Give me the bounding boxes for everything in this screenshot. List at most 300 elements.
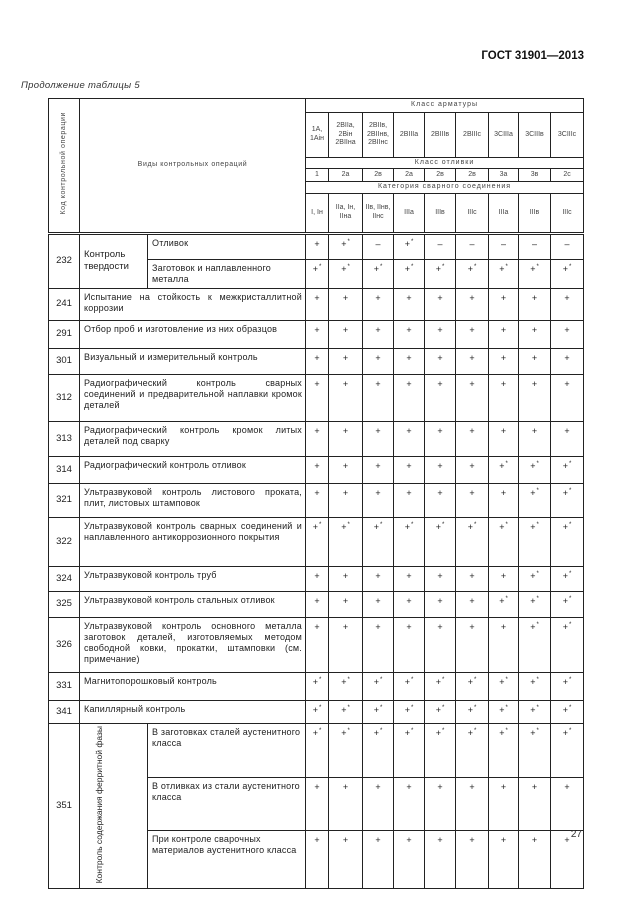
- footnote-asterisk: *: [347, 727, 350, 734]
- footnote-asterisk: *: [318, 521, 322, 528]
- armature-class-cell: 2ВІІІв: [425, 113, 456, 158]
- mark-cell: [329, 374, 363, 421]
- mark-cell: [551, 374, 584, 421]
- mark-cell: [394, 456, 425, 483]
- footnote-asterisk: *: [441, 264, 445, 270]
- mark-symbol: +: [469, 352, 475, 363]
- mark-symbol: +: [500, 621, 507, 632]
- mark-cell: [425, 260, 456, 289]
- mark-symbol: +: [375, 292, 381, 303]
- footnote-asterisk: *: [473, 264, 477, 270]
- operation-name: Ультразвуковой контроль основного металла заготовок деталей, изготовляемых методом свободной ковки, прокатки, штамповки (см. примечание): [80, 617, 306, 672]
- footnote-asterisk: *: [505, 521, 508, 528]
- footnote-asterisk: *: [318, 264, 322, 270]
- footnote-asterisk: *: [318, 676, 322, 683]
- mark-cell: [519, 234, 551, 260]
- mark-symbol: +: [499, 704, 505, 715]
- table-row: [49, 288, 584, 320]
- operation-group: [80, 723, 148, 889]
- mark-symbol: +: [437, 835, 443, 846]
- casting-class-cell: 2а: [329, 169, 363, 182]
- footnote-asterisk: *: [568, 264, 572, 270]
- operation-subtype: В отливках из стали аустенитного класса: [148, 778, 306, 831]
- footnote-asterisk: *: [568, 460, 572, 467]
- mark-cell: [306, 700, 329, 723]
- footnote-asterisk: *: [505, 704, 508, 711]
- mark-cell: [363, 260, 394, 289]
- casting-class-cell: 2в: [363, 169, 394, 182]
- mark-cell: [394, 617, 425, 672]
- mark-cell: [394, 517, 425, 566]
- weld-category-cell: І, Ін: [306, 194, 329, 234]
- mark-symbol: +: [342, 292, 349, 303]
- mark-cell: [456, 234, 489, 260]
- footnote-asterisk: *: [410, 239, 414, 245]
- mark-symbol: +: [469, 324, 475, 335]
- operation-code: 351: [49, 723, 80, 889]
- mark-symbol: +: [342, 595, 349, 606]
- mark-symbol: +: [314, 239, 320, 249]
- mark-cell: [329, 566, 363, 591]
- mark-cell: [394, 672, 425, 700]
- mark-symbol: +: [437, 324, 443, 335]
- mark-cell: [425, 831, 456, 889]
- mark-cell: [306, 288, 329, 320]
- mark-cell: [425, 288, 456, 320]
- mark-cell: [306, 348, 329, 374]
- mark-cell: [363, 723, 394, 778]
- footnote-asterisk: *: [410, 521, 414, 528]
- code-column-label: Код контрольной операции: [59, 112, 67, 215]
- mark-symbol: +: [469, 570, 475, 581]
- mark-symbol: –: [375, 239, 381, 249]
- weld-category-cell: ІІІс: [551, 194, 584, 234]
- mark-symbol: +: [314, 425, 320, 436]
- mark-symbol: +: [314, 782, 320, 793]
- mark-symbol: +: [437, 570, 443, 581]
- mark-cell: [519, 348, 551, 374]
- mark-cell: [329, 591, 363, 617]
- mark-symbol: +: [375, 621, 381, 632]
- mark-cell: [329, 260, 363, 289]
- mark-symbol: +: [342, 378, 349, 389]
- mark-symbol: +: [341, 521, 347, 532]
- mark-cell: [489, 723, 519, 778]
- operation-code: 291: [49, 320, 80, 348]
- footnote-asterisk: *: [379, 521, 383, 528]
- footnote-asterisk: *: [536, 521, 539, 528]
- mark-symbol: +: [406, 460, 412, 471]
- mark-symbol: +: [314, 460, 320, 471]
- mark-cell: [363, 320, 394, 348]
- operation-name: Радиографический контроль отливок: [80, 456, 306, 483]
- mark-cell: [425, 348, 456, 374]
- mark-symbol: +: [406, 595, 412, 606]
- mark-cell: [519, 723, 551, 778]
- mark-symbol: +: [342, 324, 349, 335]
- casting-class-cell: 3а: [489, 169, 519, 182]
- mark-symbol: +: [314, 324, 320, 335]
- footnote-asterisk: *: [568, 676, 572, 683]
- mark-symbol: +: [562, 264, 568, 274]
- mark-cell: [519, 320, 551, 348]
- mark-symbol: +: [530, 676, 536, 687]
- mark-symbol: +: [406, 425, 412, 436]
- mark-cell: [363, 778, 394, 831]
- table-row: [49, 672, 584, 700]
- footnote-asterisk: *: [379, 704, 383, 711]
- footnote-asterisk: *: [473, 727, 477, 734]
- mark-cell: [425, 483, 456, 517]
- mark-symbol: +: [404, 521, 410, 532]
- footnote-asterisk: *: [536, 727, 539, 734]
- armature-class-cell: 2ВІІа, 2Він 2ВІІна: [329, 113, 363, 158]
- mark-symbol: +: [469, 425, 475, 436]
- mark-symbol: +: [530, 460, 536, 471]
- mark-cell: [306, 320, 329, 348]
- mark-symbol: +: [312, 676, 318, 687]
- footnote-asterisk: *: [568, 595, 572, 602]
- mark-symbol: +: [531, 782, 538, 793]
- operation-code: 322: [49, 517, 80, 566]
- mark-cell: [456, 288, 489, 320]
- mark-symbol: +: [342, 782, 349, 793]
- table-row: [49, 320, 584, 348]
- footnote-asterisk: *: [347, 704, 350, 711]
- mark-cell: [363, 617, 394, 672]
- mark-symbol: +: [499, 521, 505, 532]
- mark-symbol: +: [469, 595, 475, 606]
- mark-cell: [489, 421, 519, 456]
- table-row: [49, 517, 584, 566]
- mark-symbol: +: [435, 521, 441, 532]
- operation-name: Капиллярный контроль: [80, 700, 306, 723]
- mark-symbol: +: [467, 264, 473, 274]
- mark-cell: [425, 723, 456, 778]
- armature-class-cell: 1А, 1Аін: [306, 113, 329, 158]
- footnote-asterisk: *: [536, 264, 539, 270]
- mark-cell: [394, 320, 425, 348]
- mark-cell: [456, 348, 489, 374]
- mark-cell: [363, 374, 394, 421]
- mark-cell: [425, 672, 456, 700]
- mark-symbol: +: [467, 521, 473, 532]
- mark-symbol: +: [406, 352, 412, 363]
- mark-cell: [306, 517, 329, 566]
- mark-cell: [306, 831, 329, 889]
- mark-symbol: +: [469, 378, 475, 389]
- mark-cell: [425, 591, 456, 617]
- mark-cell: [394, 421, 425, 456]
- control-operations-table: [48, 98, 584, 889]
- mark-cell: [489, 348, 519, 374]
- mark-cell: [425, 778, 456, 831]
- mark-cell: [425, 234, 456, 260]
- footnote-asterisk: *: [505, 595, 508, 602]
- footnote-asterisk: *: [568, 570, 572, 577]
- weld-category-cell: ІІІа: [489, 194, 519, 234]
- mark-cell: [329, 672, 363, 700]
- mark-symbol: +: [314, 621, 320, 632]
- mark-symbol: +: [564, 292, 570, 303]
- mark-cell: [306, 591, 329, 617]
- mark-cell: [489, 456, 519, 483]
- mark-symbol: +: [312, 727, 318, 738]
- standard-number: ГОСТ 31901—2013: [481, 50, 584, 62]
- mark-symbol: +: [437, 782, 443, 793]
- mark-cell: [551, 234, 584, 260]
- mark-cell: [329, 456, 363, 483]
- operation-name: Ультразвуковой контроль сварных соединений и наплавленного антикоррозионного покрытия: [80, 517, 306, 566]
- mark-cell: [551, 566, 584, 591]
- footnote-asterisk: *: [568, 727, 572, 734]
- mark-cell: [456, 456, 489, 483]
- table-caption: Продолжение таблицы 5: [21, 80, 140, 91]
- operation-subtype: Заготовок и наплавленного металла: [148, 260, 306, 289]
- footnote-asterisk: *: [441, 676, 445, 683]
- mark-symbol: +: [531, 425, 538, 436]
- mark-cell: [394, 260, 425, 289]
- mark-cell: [363, 700, 394, 723]
- casting-class-cell: 1: [306, 169, 329, 182]
- mark-cell: [456, 831, 489, 889]
- mark-symbol: +: [342, 487, 349, 498]
- mark-symbol: +: [564, 352, 570, 363]
- mark-cell: [551, 591, 584, 617]
- mark-cell: [519, 566, 551, 591]
- table-row: [49, 483, 584, 517]
- operation-subtype: При контроле сварочных материалов аустенитного класса: [148, 831, 306, 889]
- mark-symbol: +: [342, 570, 349, 581]
- mark-symbol: +: [467, 704, 473, 715]
- mark-cell: [363, 566, 394, 591]
- mark-symbol: +: [314, 352, 320, 363]
- mark-symbol: +: [404, 676, 410, 687]
- armature-class-cell: 3СІІІв: [519, 113, 551, 158]
- mark-symbol: +: [530, 521, 536, 532]
- footnote-asterisk: *: [379, 727, 383, 734]
- footnote-asterisk: *: [347, 239, 350, 245]
- mark-cell: [519, 591, 551, 617]
- footnote-asterisk: *: [347, 264, 350, 270]
- footnote-asterisk: *: [505, 264, 508, 270]
- mark-symbol: +: [373, 676, 379, 687]
- mark-cell: [394, 348, 425, 374]
- mark-symbol: +: [469, 621, 475, 632]
- table-row: [49, 591, 584, 617]
- mark-symbol: –: [500, 239, 506, 249]
- table-row: [49, 421, 584, 456]
- mark-symbol: +: [499, 460, 505, 471]
- operation-group: Контроль твердости: [80, 234, 148, 289]
- mark-cell: [329, 320, 363, 348]
- mark-cell: [489, 566, 519, 591]
- mark-symbol: +: [500, 782, 507, 793]
- mark-cell: [519, 288, 551, 320]
- operation-name: Радиографический контроль кромок литых деталей под сварку: [80, 421, 306, 456]
- mark-cell: [329, 700, 363, 723]
- weld-category-header: Категория сварного соединения: [306, 182, 584, 194]
- mark-symbol: +: [341, 704, 347, 715]
- footnote-asterisk: *: [410, 264, 414, 270]
- operation-code: 321: [49, 483, 80, 517]
- armature-class-header: Класс арматуры: [306, 99, 584, 113]
- mark-symbol: +: [531, 324, 538, 335]
- mark-symbol: +: [435, 264, 441, 274]
- mark-symbol: +: [375, 782, 381, 793]
- mark-cell: [519, 483, 551, 517]
- operation-name: Магнитопорошковый контроль: [80, 672, 306, 700]
- mark-cell: [489, 517, 519, 566]
- mark-symbol: +: [437, 595, 443, 606]
- mark-symbol: +: [314, 378, 320, 389]
- mark-cell: [489, 778, 519, 831]
- casting-class-cell: 2в: [425, 169, 456, 182]
- mark-cell: [394, 831, 425, 889]
- mark-symbol: +: [530, 727, 536, 738]
- footnote-asterisk: *: [536, 621, 539, 628]
- armature-class-cell: 3СІІІа: [489, 113, 519, 158]
- mark-cell: [306, 672, 329, 700]
- mark-cell: [519, 700, 551, 723]
- mark-cell: [489, 591, 519, 617]
- mark-cell: [489, 831, 519, 889]
- mark-cell: [363, 517, 394, 566]
- footnote-asterisk: *: [318, 727, 322, 734]
- casting-class-cell: 2с: [551, 169, 584, 182]
- footnote-asterisk: *: [441, 521, 445, 528]
- mark-symbol: +: [314, 487, 320, 498]
- mark-symbol: +: [312, 521, 318, 532]
- mark-cell: [394, 700, 425, 723]
- mark-cell: [519, 517, 551, 566]
- weld-category-cell: ІІа, Ін, ІІна: [329, 194, 363, 234]
- mark-cell: [489, 234, 519, 260]
- mark-symbol: +: [467, 676, 473, 687]
- operation-name: Радиографический контроль сварных соединений и предварительной наплавки кромок деталей: [80, 374, 306, 421]
- mark-cell: [363, 591, 394, 617]
- mark-cell: [551, 260, 584, 289]
- mark-symbol: +: [314, 292, 320, 303]
- mark-cell: [519, 617, 551, 672]
- mark-cell: [394, 374, 425, 421]
- mark-symbol: +: [530, 487, 536, 498]
- mark-symbol: +: [562, 570, 568, 581]
- footnote-asterisk: *: [536, 570, 539, 577]
- table-row: [49, 374, 584, 421]
- mark-cell: [306, 566, 329, 591]
- mark-symbol: –: [437, 239, 443, 249]
- footnote-asterisk: *: [410, 676, 414, 683]
- mark-cell: [489, 260, 519, 289]
- mark-symbol: +: [314, 595, 320, 606]
- mark-symbol: +: [530, 704, 536, 715]
- mark-cell: [551, 483, 584, 517]
- mark-symbol: –: [469, 239, 475, 249]
- mark-cell: [394, 288, 425, 320]
- mark-symbol: +: [562, 621, 568, 632]
- casting-class-cell: 2в: [456, 169, 489, 182]
- mark-cell: [394, 591, 425, 617]
- table-row: [49, 456, 584, 483]
- mark-symbol: +: [530, 570, 536, 581]
- mark-cell: [456, 723, 489, 778]
- mark-cell: [456, 617, 489, 672]
- weld-category-cell: ІІІа: [394, 194, 425, 234]
- mark-cell: [519, 672, 551, 700]
- footnote-asterisk: *: [410, 727, 414, 734]
- mark-cell: [306, 374, 329, 421]
- code-column-header: [49, 99, 80, 234]
- table-row: [49, 723, 584, 778]
- casting-class-header: Класс отливки: [306, 158, 584, 169]
- mark-symbol: +: [341, 264, 347, 274]
- mark-cell: [489, 617, 519, 672]
- mark-symbol: +: [406, 487, 412, 498]
- mark-symbol: +: [312, 264, 318, 274]
- mark-cell: [425, 456, 456, 483]
- mark-cell: [425, 374, 456, 421]
- mark-symbol: +: [375, 425, 381, 436]
- footnote-asterisk: *: [347, 521, 350, 528]
- operation-subtype: Отливок: [148, 234, 306, 260]
- mark-cell: [363, 483, 394, 517]
- mark-symbol: +: [530, 264, 536, 274]
- mark-symbol: +: [342, 425, 349, 436]
- mark-cell: [306, 421, 329, 456]
- mark-cell: [425, 617, 456, 672]
- mark-cell: [363, 288, 394, 320]
- mark-cell: [306, 778, 329, 831]
- operation-name: Отбор проб и изготовление из них образцов: [80, 320, 306, 348]
- mark-symbol: +: [469, 487, 475, 498]
- footnote-asterisk: *: [505, 727, 508, 734]
- mark-symbol: +: [404, 239, 410, 249]
- mark-symbol: +: [500, 324, 507, 335]
- footnote-asterisk: *: [441, 727, 445, 734]
- mark-symbol: +: [406, 324, 412, 335]
- page-number: 27: [570, 829, 582, 840]
- mark-symbol: +: [499, 595, 505, 606]
- mark-cell: [329, 234, 363, 260]
- mark-cell: [551, 288, 584, 320]
- mark-cell: [363, 348, 394, 374]
- footnote-asterisk: *: [568, 487, 572, 494]
- mark-symbol: +: [531, 378, 538, 389]
- mark-cell: [519, 260, 551, 289]
- mark-symbol: +: [500, 352, 507, 363]
- footnote-asterisk: *: [505, 460, 508, 467]
- mark-cell: [456, 483, 489, 517]
- casting-class-cell: 2а: [394, 169, 425, 182]
- footnote-asterisk: *: [505, 676, 508, 683]
- mark-symbol: +: [406, 621, 412, 632]
- mark-cell: [456, 320, 489, 348]
- mark-symbol: +: [530, 621, 536, 632]
- mark-cell: [456, 421, 489, 456]
- mark-cell: [329, 517, 363, 566]
- mark-symbol: +: [499, 676, 505, 687]
- mark-cell: [306, 723, 329, 778]
- mark-cell: [425, 700, 456, 723]
- mark-symbol: +: [564, 782, 570, 793]
- mark-symbol: +: [404, 264, 410, 274]
- weld-category-cell: ІІІв: [519, 194, 551, 234]
- mark-cell: [551, 517, 584, 566]
- footnote-asterisk: *: [536, 460, 539, 467]
- mark-symbol: +: [469, 460, 475, 471]
- mark-symbol: +: [437, 487, 443, 498]
